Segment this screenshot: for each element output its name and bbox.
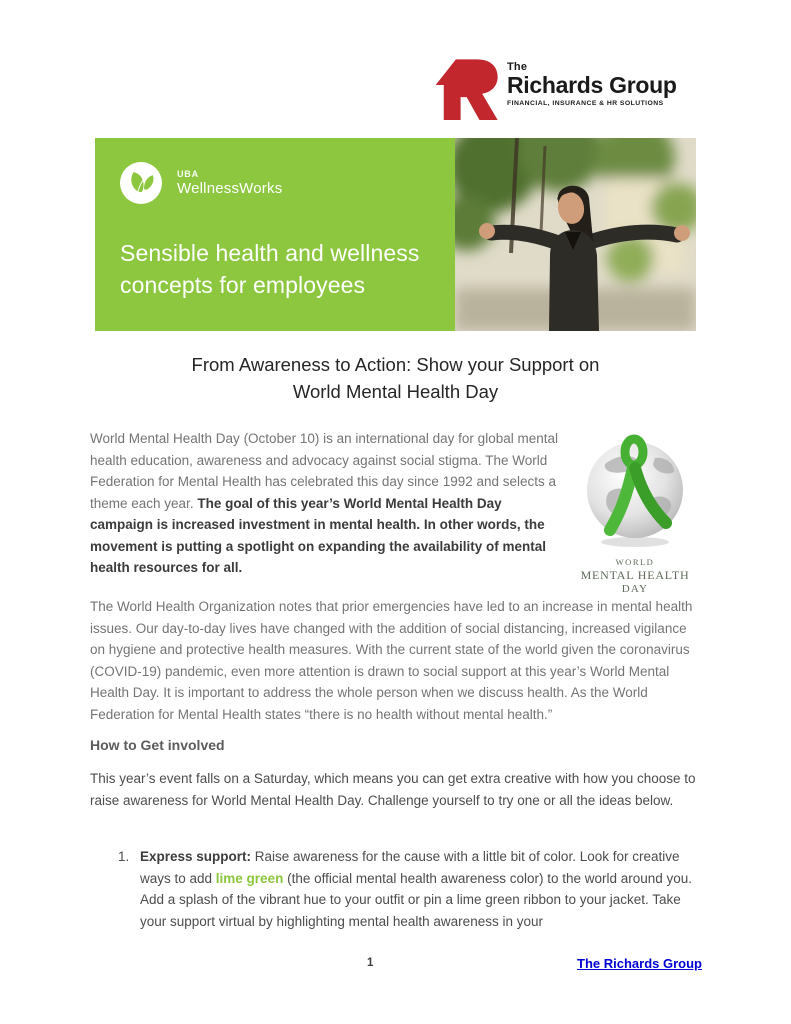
list-bold-lead: Express support:	[140, 849, 252, 864]
wmhd-logo-text	[568, 557, 702, 596]
banner-tagline: Sensible health and wellness concepts for employees	[120, 240, 420, 298]
wellnessworks-brand	[120, 162, 433, 204]
list-item-text	[140, 846, 704, 932]
wellnessworks-label: WellnessWorks	[177, 180, 283, 197]
lime-green-link[interactable]: lime green	[215, 870, 284, 886]
article-title	[165, 352, 626, 406]
wmhd-word-mental-health: MENTAL HEALTH	[580, 567, 690, 582]
banner-green-panel	[95, 138, 455, 331]
richards-group-footer-link[interactable]: The Richards Group	[577, 956, 702, 971]
list-number: 1.	[118, 849, 130, 864]
title-line-1: From Awareness to Action: Show your Support on	[191, 354, 600, 375]
banner-photo	[455, 138, 696, 331]
list-item-express-support	[118, 846, 704, 932]
paragraph-intro-bold: The goal of this year’s World Mental Health Day campaign is increased investment in mental health. In other words, the movement is putting a spotlight on expanding the availability of mental health resources for all.	[90, 495, 547, 575]
uba-label: UBA	[177, 169, 199, 179]
richards-group-logo	[435, 56, 677, 122]
logo-tagline: FINANCIAL, INSURANCE & HR SOLUTIONS	[507, 99, 664, 107]
wmhd-word-world: WORLD	[615, 557, 655, 567]
paragraph-event: This year’s event falls on a Saturday, which means you can get extra creative with how you choose to raise awareness for World Mental Health Day. Challenge yourself to try one or all the ideas below.	[90, 771, 696, 808]
logo-name: Richards Group	[507, 72, 677, 98]
woman-outdoors-photo	[455, 138, 696, 331]
list-text-b: (the official mental health awareness color) to the world around you. Add a splash of the vibrant hue to your outfit or pin a lime green ribbon to your jacket. Take your support virtual by highlighting mental health awareness in your	[140, 870, 693, 929]
richards-logo-text	[507, 56, 677, 107]
list-text-a: Raise awareness for the cause with a little bit of color. Look for creative ways to add	[140, 849, 680, 886]
wmhd-logo	[568, 428, 702, 596]
page-number: 1	[367, 957, 374, 969]
wellnessworks-banner	[95, 138, 696, 331]
paragraph-intro	[90, 428, 564, 596]
heading-how-to-get-involved: How to Get involved	[90, 737, 225, 753]
globe-ribbon-icon	[575, 430, 695, 550]
intro-row	[90, 428, 702, 596]
logo-the: The	[507, 61, 528, 73]
richards-r-icon	[435, 56, 499, 122]
wmhd-word-day: DAY	[621, 582, 649, 595]
leaf-icon	[120, 162, 162, 204]
paragraph-intro-normal: World Mental Health Day (October 10) is an international day for global mental health education, awareness and advocacy against social stigma. The World Federation for Mental Health has celebrated this day since 1992 and selects a theme each year.	[90, 431, 558, 511]
banner-brand-text	[177, 169, 282, 197]
paragraph-who: The World Health Organization notes that prior emergencies have led to an increase in mental health issues. Our day-to-day lives have changed with the addition of social distancing, increased vigilance on hygiene and protective health measures. With the current state of the world given the coronavirus (COVID-19) pandemic, even more attention is drawn to social support at this year’s World Mental Health Day. It is important to address the whole person when we discuss health. As the World Federation for Mental Health states “there is no health without mental health.”	[90, 599, 693, 722]
title-line-2: World Mental Health Day	[292, 380, 499, 402]
